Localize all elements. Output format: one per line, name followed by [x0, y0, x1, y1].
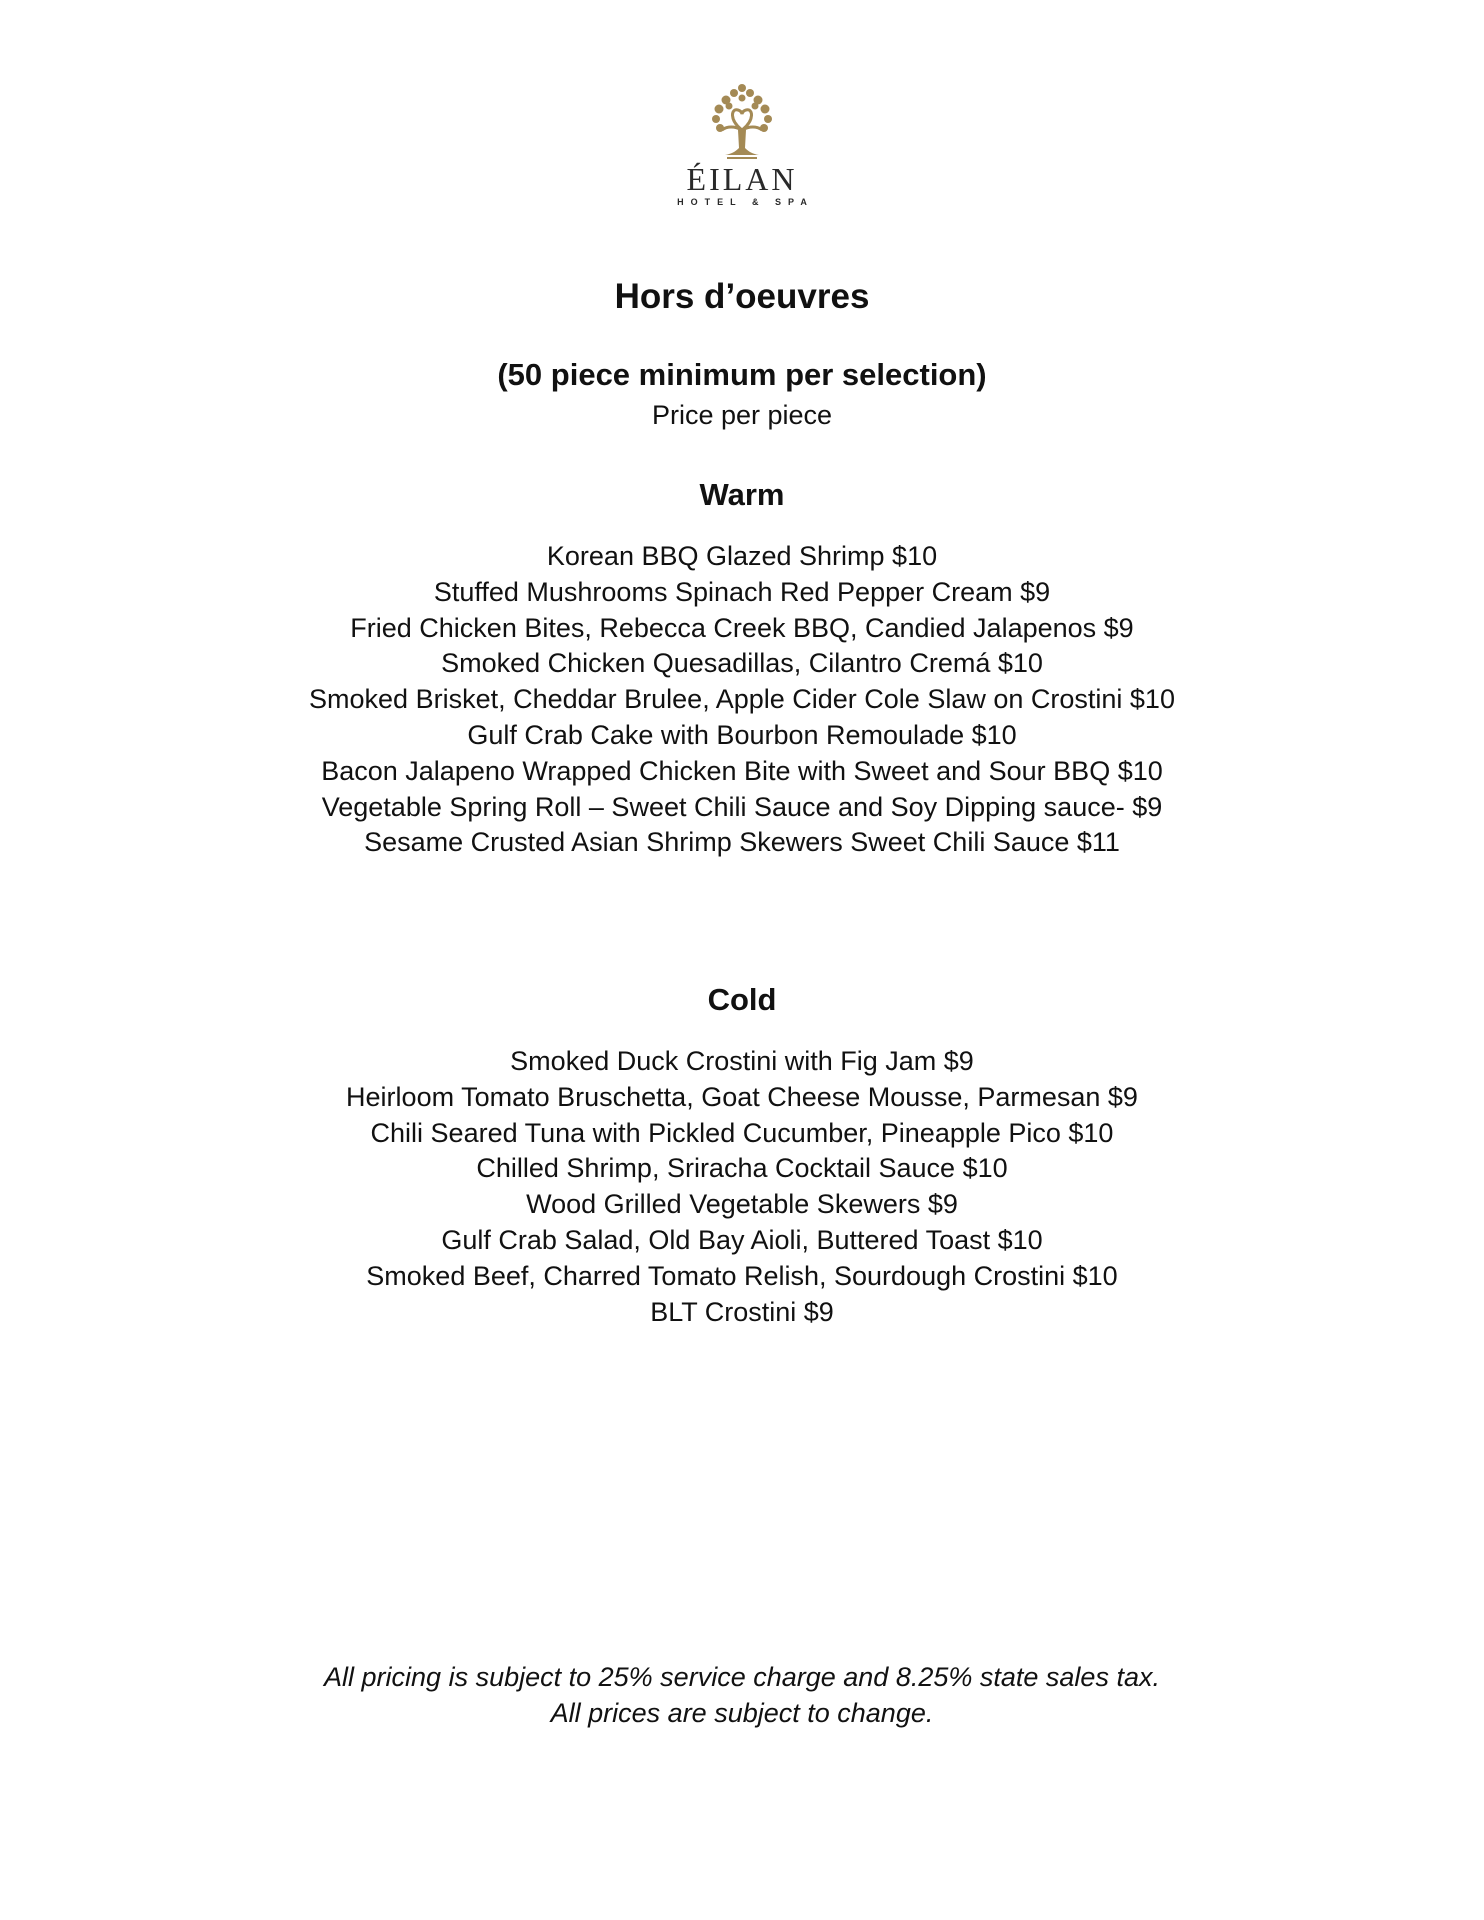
warm-heading: Warm: [699, 477, 785, 512]
page-title: Hors d’oeuvres: [614, 277, 870, 316]
price-note: Price per piece: [651, 400, 833, 430]
tree-emblem-icon: [707, 82, 777, 160]
cold-item-list: [0, 1044, 1484, 1330]
list-item: Vegetable Spring Roll – Sweet Chili Sauce and Soy Dipping sauce- $9: [321, 791, 1163, 822]
list-item: Chilled Shrimp, Sriracha Cocktail Sauce $10: [476, 1153, 1008, 1184]
list-item: Gulf Crab Cake with Bourbon Remoulade $10: [467, 719, 1017, 750]
list-item: Heirloom Tomato Bruschetta, Goat Cheese Mousse, Parmesan $9: [346, 1081, 1138, 1112]
list-item: Smoked Duck Crostini with Fig Jam $9: [510, 1046, 974, 1076]
list-item: Gulf Crab Salad, Old Bay Aioli, Buttered Toast $10: [441, 1224, 1043, 1255]
pricing-disclaimer: [0, 1659, 1484, 1731]
cold-heading: Cold: [707, 982, 777, 1017]
hotel-logo: [642, 82, 842, 212]
list-item: Wood Grilled Vegetable Skewers $9: [526, 1189, 958, 1220]
disclaimer-line: All pricing is subject to 25% service charge and 8.25% state sales tax.: [324, 1662, 1160, 1692]
list-item: Sesame Crusted Asian Shrimp Skewers Sweet Chili Sauce $11: [364, 827, 1120, 858]
logo-tagline: HOTEL & SPA: [677, 197, 814, 207]
list-item: BLT Crostini $9: [650, 1296, 834, 1327]
list-item: Korean BBQ Glazed Shrimp $10: [546, 541, 938, 571]
warm-item-list: [0, 539, 1484, 861]
minimum-note: (50 piece minimum per selection): [497, 357, 987, 392]
list-item: Stuffed Mushrooms Spinach Red Pepper Cream $9: [433, 576, 1051, 607]
list-item: Smoked Chicken Quesadillas, Cilantro Cremá $10: [441, 648, 1043, 679]
disclaimer-line: All prices are subject to change.: [550, 1698, 934, 1728]
list-item: Smoked Brisket, Cheddar Brulee, Apple Cider Cole Slaw on Crostini $10: [309, 684, 1175, 715]
list-item: Smoked Beef, Charred Tomato Relish, Sourdough Crostini $10: [366, 1260, 1118, 1291]
list-item: Bacon Jalapeno Wrapped Chicken Bite with Sweet and Sour BBQ $10: [321, 755, 1163, 786]
logo-wordmark: ÉILAN: [686, 161, 798, 197]
list-item: Fried Chicken Bites, Rebecca Creek BBQ, Candied Jalapenos $9: [350, 612, 1134, 643]
list-item: Chili Seared Tuna with Pickled Cucumber, Pineapple Pico $10: [370, 1117, 1114, 1148]
